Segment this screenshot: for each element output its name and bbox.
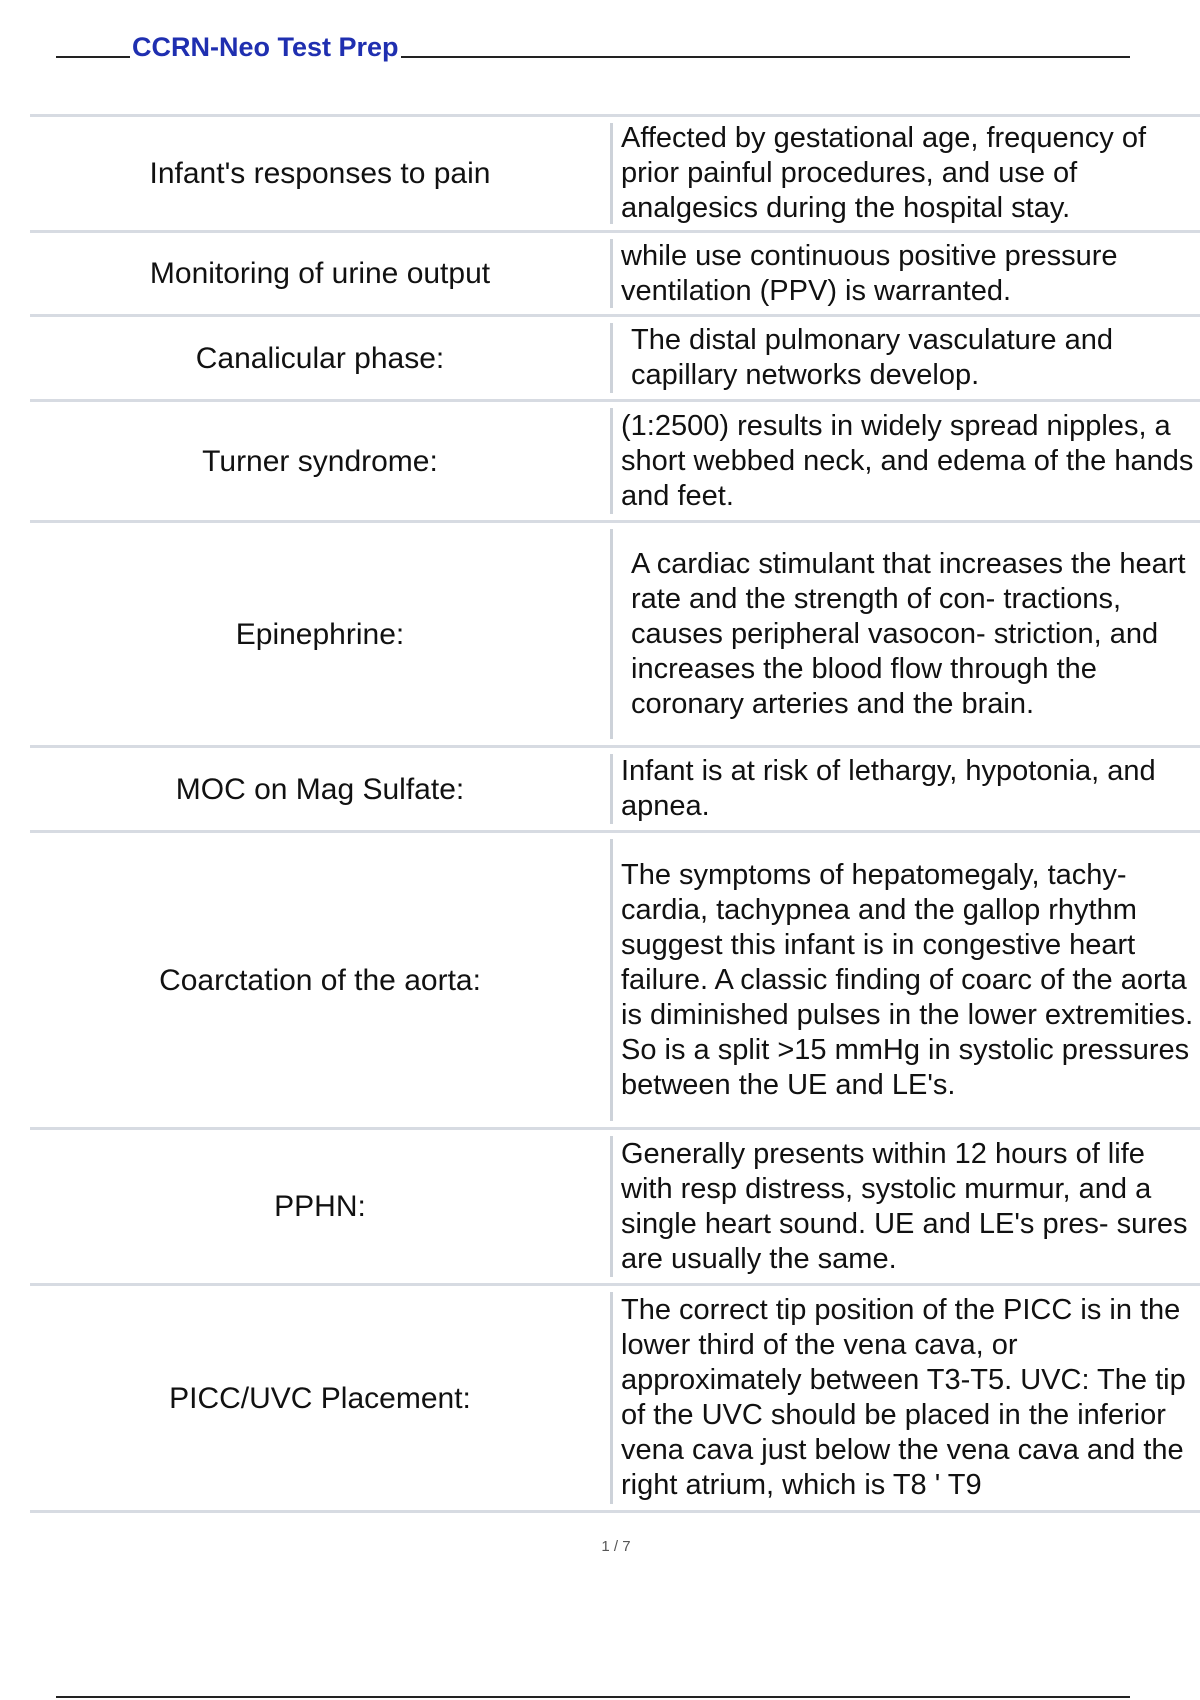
card-term: Monitoring of urine output bbox=[149, 257, 491, 290]
card-definition: (1:2500) results in widely spread nipples, a short webbed neck, and edema of the hands and feet. bbox=[621, 409, 1194, 512]
column-divider bbox=[610, 1285, 613, 1512]
card-definition: Affected by gestational age, frequency of prior painful procedures, and use of analgesics during the hospital stay. bbox=[621, 122, 1147, 224]
card-definition: The correct tip position of the PICC is in the lower third of the vena cava, or approximately between T3-T5. UVC: The tip of the UVC should be placed in the inferior vena cava just below the vena cava and the right atrium, which is T8 ' T9 bbox=[621, 1294, 1186, 1501]
card-term: PPHN: bbox=[274, 1190, 366, 1223]
table-row bbox=[30, 832, 1200, 1129]
column-divider bbox=[610, 747, 613, 832]
table-row bbox=[30, 747, 1200, 832]
table-row bbox=[30, 316, 1200, 401]
column-divider bbox=[610, 832, 613, 1129]
page-indicator: 1 / 7 bbox=[601, 1538, 631, 1555]
column-divider bbox=[610, 401, 613, 522]
table-row bbox=[30, 1129, 1200, 1285]
card-term: PICC/UVC Placement: bbox=[169, 1381, 471, 1415]
table-row bbox=[30, 522, 1200, 747]
flashcard-table bbox=[30, 114, 1200, 1513]
card-definition: Infant is at risk of lethargy, hypotonia, and apnea. bbox=[621, 755, 1156, 822]
card-definition: A cardiac stimulant that increases the heart rate and the strength of con- tractions, causes peripheral vasocon- striction, and increases the blood flow through the coronary arteries and the brain. bbox=[631, 547, 1186, 720]
card-definition: while use continuous positive pressure ventilation (PPV) is warranted. bbox=[621, 239, 1118, 307]
card-definition: The symptoms of hepatomegaly, tachy- cardia, tachypnea and the gallop rhythm suggest this infant is in congestive heart failure. A classic finding of coarc of the aorta is diminished pulses in the lower extremities. So is a split >15 mmHg in systolic pressures between the UE and LE's. bbox=[621, 858, 1194, 1101]
table-row bbox=[30, 232, 1200, 316]
card-definition: The distal pulmonary vasculature and capillary networks develop. bbox=[631, 324, 1113, 391]
column-divider bbox=[610, 316, 613, 401]
table-row bbox=[30, 116, 1200, 232]
card-term: MOC on Mag Sulfate: bbox=[175, 772, 465, 806]
column-divider bbox=[610, 1129, 613, 1285]
table-row bbox=[30, 1285, 1200, 1512]
column-divider bbox=[610, 522, 613, 747]
table-row bbox=[30, 401, 1200, 522]
card-term: Turner syndrome: bbox=[202, 444, 438, 478]
card-term: Canalicular phase: bbox=[195, 341, 445, 375]
footer-rule bbox=[56, 1696, 1130, 1698]
card-term: Epinephrine: bbox=[235, 617, 405, 651]
card-term: Coarctation of the aorta: bbox=[159, 963, 481, 997]
column-divider bbox=[610, 232, 613, 316]
document-title: CCRN-Neo Test Prep bbox=[132, 32, 399, 62]
column-divider bbox=[610, 116, 613, 232]
card-term: Infant's responses to pain bbox=[149, 157, 491, 190]
card-definition: Generally presents within 12 hours of life with resp distress, systolic murmur, and a single heart sound. UE and LE's pres- sures are usually the same. bbox=[621, 1137, 1188, 1275]
